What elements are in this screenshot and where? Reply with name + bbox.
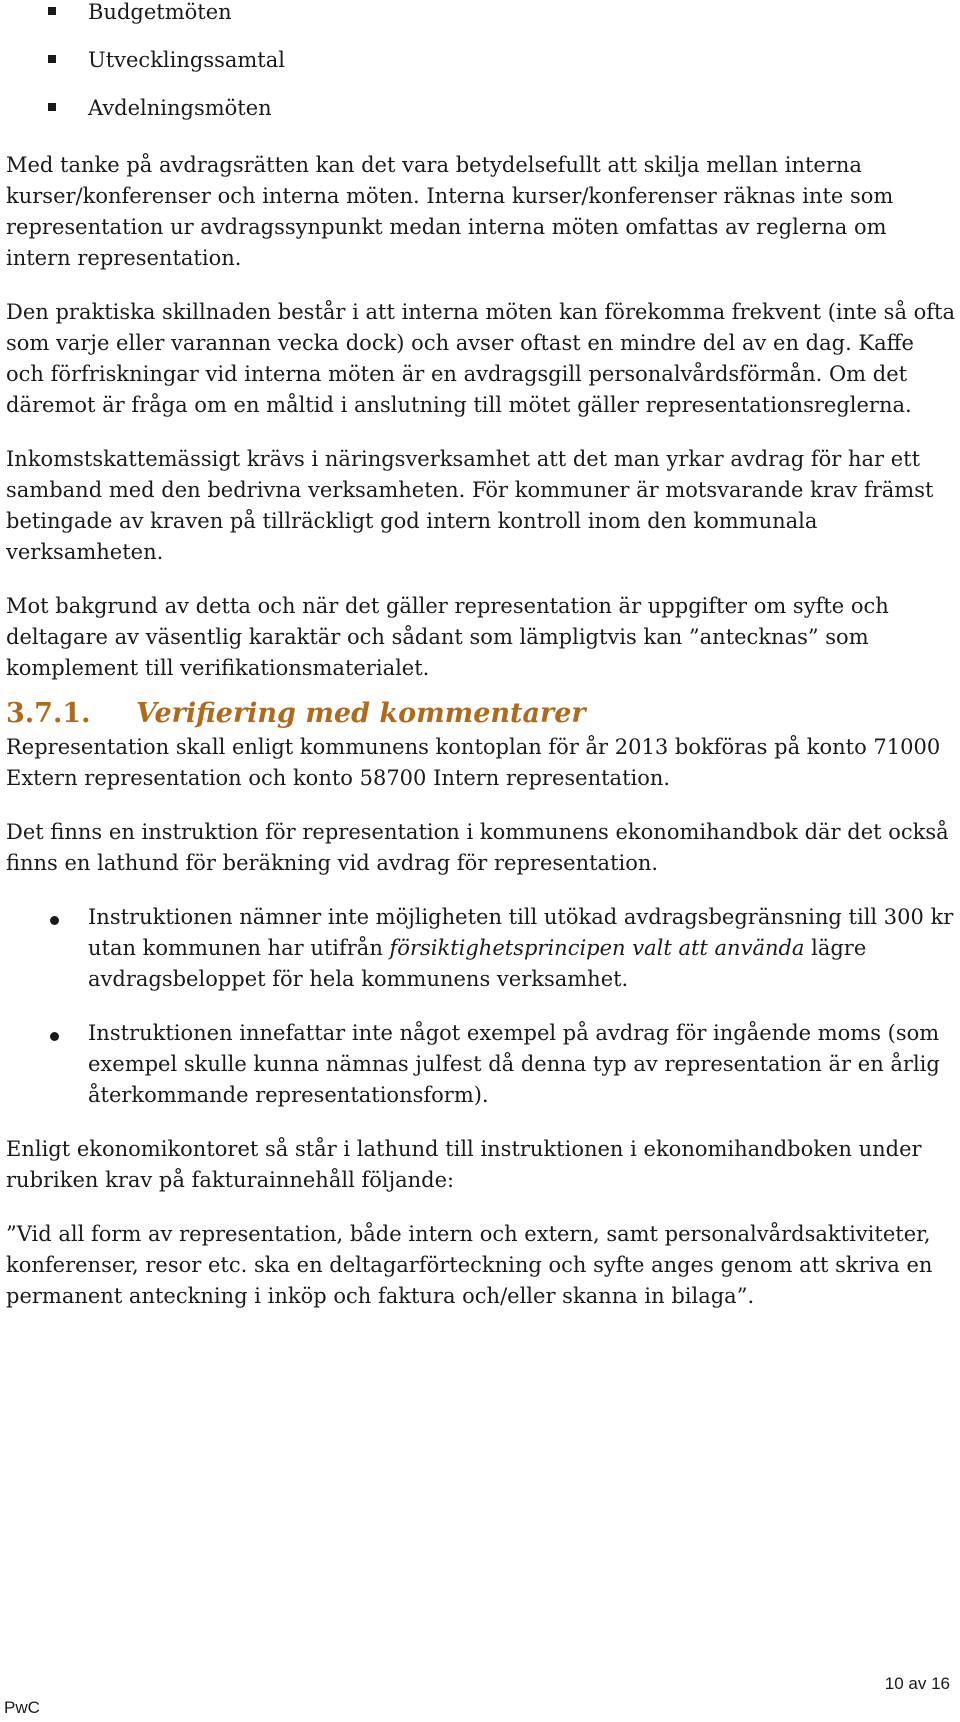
square-bullet-icon — [48, 7, 56, 15]
paragraph: Inkomstskattemässigt krävs i näringsverksamhet att det man yrkar avdrag för har ett samband med den bedrivna verksamheten. För kommuner är motsvarande krav främst betingade av kraven på tillräckligt god intern kontroll inom den kommunala verksamheten. — [6, 447, 934, 564]
paragraph: Med tanke på avdragsrätten kan det vara betydelsefullt att skilja mellan interna kurser/konferenser och interna möten. Interna kurser/konferenser räknas inte som representation ur avdragssynpunkt medan interna möten omfattas av reglerna om intern representation. — [6, 153, 894, 270]
list-item: Avdelningsmöten — [6, 94, 956, 142]
paragraph: Enligt ekonomikontoret så står i lathund till instruktionen i ekonomihandboken under rubriken krav på fakturainnehåll följande: — [6, 1137, 922, 1192]
page-number: 10 av 16 — [884, 1674, 950, 1693]
square-bullet-icon — [48, 55, 56, 63]
section-heading — [6, 696, 956, 732]
list-item: Utvecklingssamtal — [6, 46, 956, 94]
paragraph: Det finns en instruktion för representation i kommunens ekonomihandbok där det också finns en lathund för beräkning vid avdrag för representation. — [6, 820, 949, 875]
meeting-type-list — [6, 0, 956, 142]
bullet-icon — [50, 916, 59, 925]
paragraph: Representation skall enligt kommunens kontoplan för år 2013 bokföras på konto 71000 Extern representation och konto 58700 Intern representation. — [6, 735, 941, 790]
section-title: Verifiering med kommentarer — [136, 698, 586, 729]
paragraph: Mot bakgrund av detta och när det gäller representation är uppgifter om syfte och deltagare av väsentlig karaktär och sådant som lämpligtvis kan ”antecknas” som komplement till verifikationsmaterialet. — [6, 594, 889, 680]
footer-brand: PwC — [4, 1698, 40, 1717]
section-number: 3.7.1. — [6, 698, 91, 729]
paragraph: Den praktiska skillnaden består i att interna möten kan förekomma frekvent (inte så ofta som varje eller varannan vecka dock) och avser oftast en mindre del av en dag. Kaffe och förfriskningar vid interna möten är en avdragsgill personalvårdsförmån. Om det däremot är fråga om en måltid i anslutning till mötet gäller representationsreglerna. — [6, 300, 956, 417]
list-item: Instruktionen nämner inte möjligheten till utökad avdragsbegränsning till 300 kr utan kommunen har utifrån försiktighetsprincipen valt att använda lägre avdragsbeloppet för hela kommunens verksamhet. — [6, 902, 956, 995]
bullet-icon — [50, 1032, 59, 1041]
quote-paragraph: ”Vid all form av representation, både intern och extern, samt personalvårdsaktiviteter, konferenser, resor etc. ska en deltagarförteckning och syfte anges genom att skriva en permanent anteckning i inköp och faktura och/eller skanna in bilaga”. — [6, 1222, 933, 1308]
document-page — [6, 0, 956, 1312]
list-item: Budgetmöten — [6, 0, 956, 46]
square-bullet-icon — [48, 103, 56, 111]
list-item: Instruktionen innefattar inte något exempel på avdrag för ingående moms (som exempel skulle kunna nämnas julfest då denna typ av representation är en årlig återkommande representationsform). — [6, 1018, 956, 1111]
findings-list — [6, 902, 956, 1111]
